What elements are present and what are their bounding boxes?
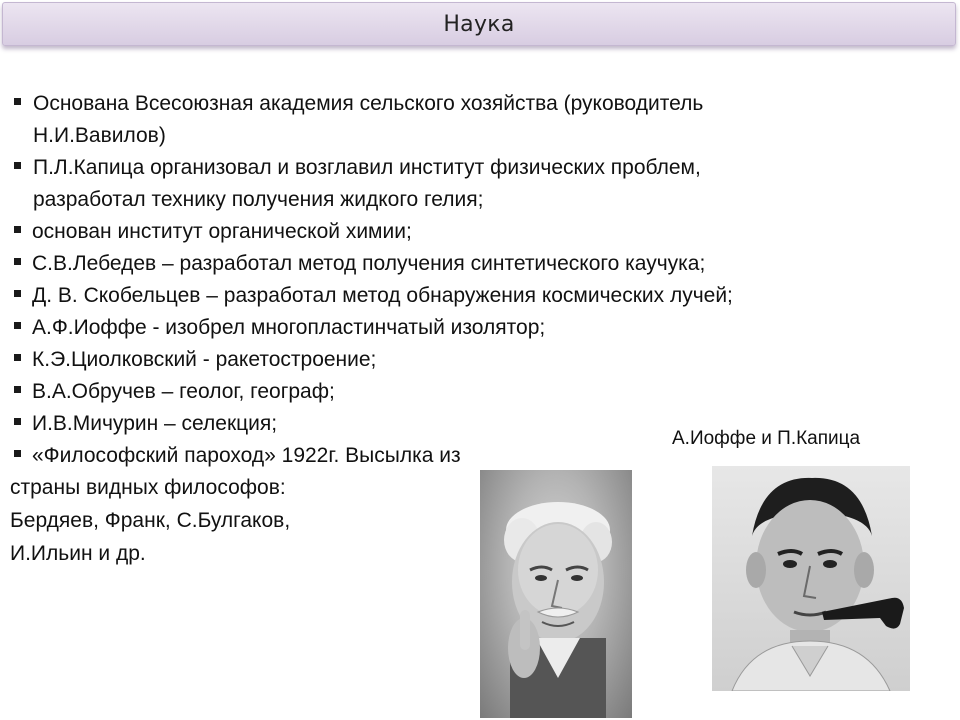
portrait-ioffe-photo: [480, 470, 632, 718]
bullet-item: [10, 152, 955, 216]
bullet-text: В.А.Обручев – геолог, географ;: [32, 380, 335, 403]
bullet-text: «Философский пароход» 1922г. Высылка из: [32, 444, 461, 467]
slide-title: Наука: [443, 11, 515, 37]
bullet-item: [10, 312, 955, 344]
bullet-text-continued: разработал технику получения жидкого гелия;: [33, 188, 484, 211]
continuation-line: Бердяев, Франк, С.Булгаков,: [10, 509, 291, 532]
bullet-item: [10, 376, 955, 408]
photo-caption: А.Иоффе и П.Капица: [672, 428, 861, 449]
bullet-text: С.В.Лебедев – разработал метод получения синтетического каучука;: [32, 252, 706, 275]
title-bar: [2, 2, 956, 46]
bullet-text: А.Ф.Иоффе - изобрел многопластинчатый изолятор;: [32, 316, 546, 339]
bullet-item: [10, 248, 955, 280]
bullet-item: [10, 344, 955, 376]
bullet-item: [10, 216, 955, 248]
continuation-line: страны видных философов:: [10, 476, 286, 499]
bullet-item: [10, 280, 955, 312]
bullet-text-continued: Н.И.Вавилов): [33, 124, 166, 147]
bullet-text: И.В.Мичурин – селекция;: [32, 412, 278, 435]
portrait-ioffe-icon: [480, 470, 632, 718]
bullet-text: К.Э.Циолковский - ракетостроение;: [32, 348, 377, 371]
continuation-line: И.Ильин и др.: [10, 542, 146, 565]
portrait-kapitsa-photo: [712, 466, 910, 691]
bullet-item: [10, 88, 955, 152]
bullet-text: Д. В. Скобельцев – разработал метод обнаружения космических лучей;: [32, 284, 733, 307]
bullet-text: основан институт органической химии;: [32, 220, 412, 243]
bullet-text: П.Л.Капица организовал и возглавил институт физических проблем,: [33, 156, 701, 179]
bullet-list: [10, 88, 955, 472]
bullet-text: Основана Всесоюзная академия сельского хозяйства (руководитель: [33, 92, 704, 115]
portrait-kapitsa-icon: [712, 466, 910, 691]
